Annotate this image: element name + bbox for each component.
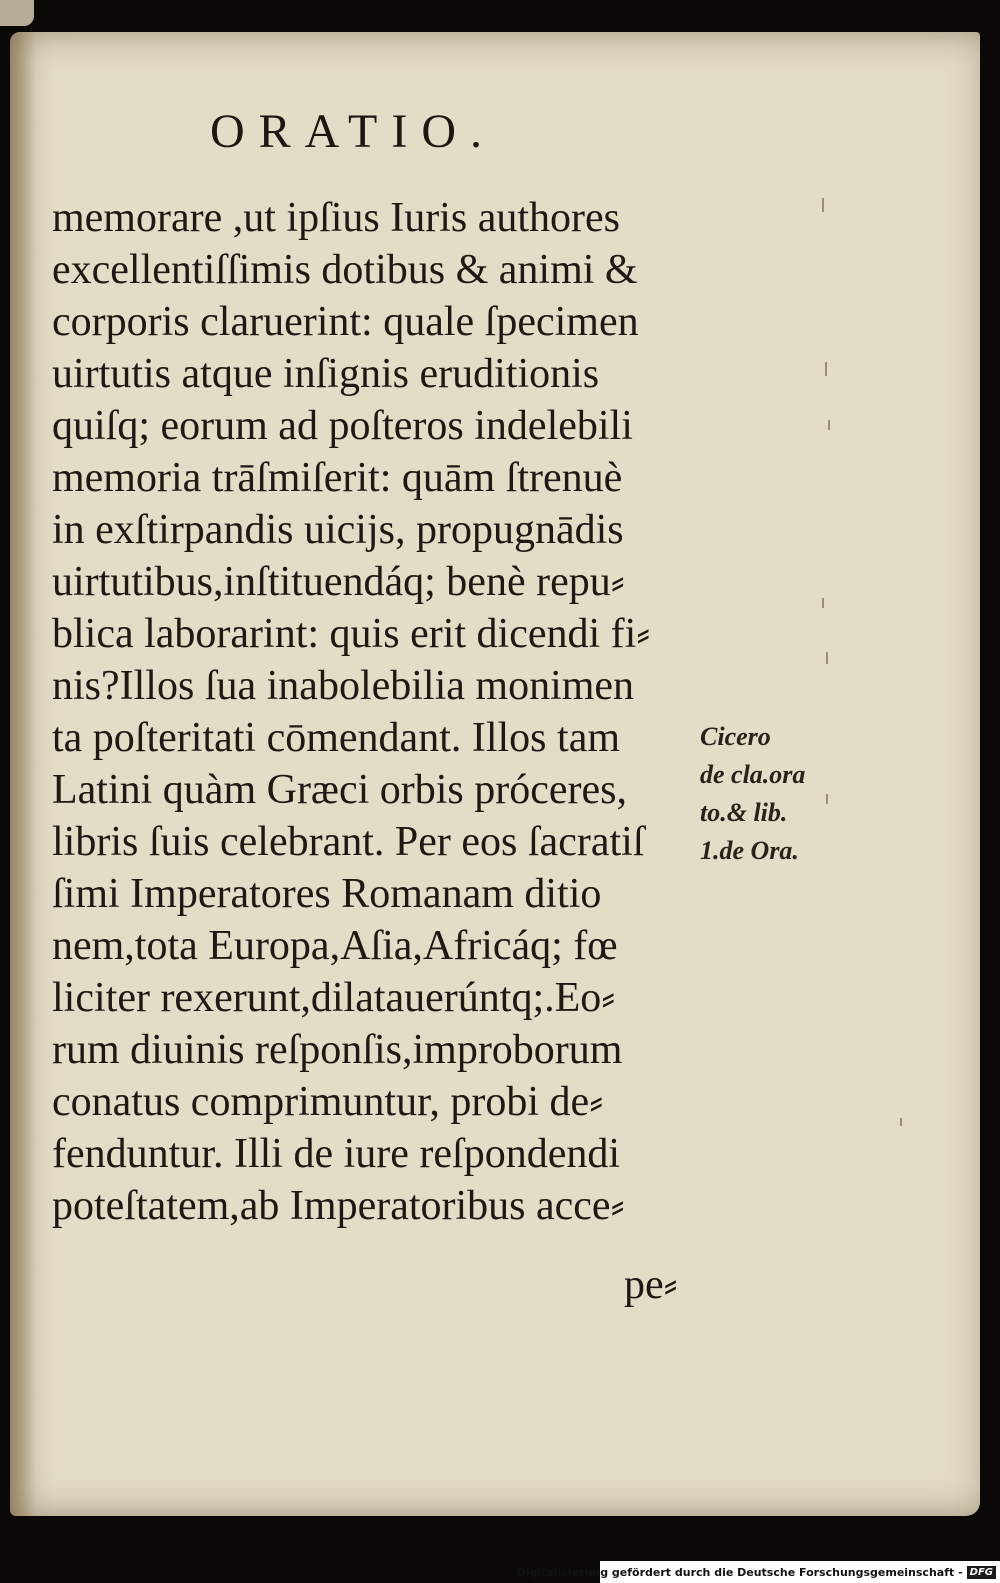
paper-speck	[826, 652, 828, 664]
text-line: blica laborarint: quis erit dicendi fi⸗	[52, 611, 651, 657]
text-line: excellentiſſimis dotibus & animi &	[52, 247, 638, 293]
footer-credit: Digitalisierung gefördert durch die Deutsche Forschungsgemeinschaft -	[516, 1565, 963, 1579]
text-line: nem,tota Europa,Aſia,Africáq; fœ	[52, 923, 618, 969]
text-line: memoria trāſmiſerit: quām ſtrenuè	[52, 455, 623, 501]
text-line: ta poſteritati cōmendant. Illos tam	[52, 715, 621, 761]
paper-speck	[825, 362, 827, 376]
text-line: libris ſuis celebrant. Per eos ſacratiſ	[52, 819, 645, 865]
text-line: Latini quàm Græci orbis próceres,	[52, 767, 627, 813]
text-line: ſimi Imperatores Romanam ditio	[52, 871, 602, 917]
paper-speck	[900, 1118, 902, 1126]
paper-speck	[822, 598, 824, 608]
text-line: fenduntur. Illi de iure reſpondendi	[52, 1131, 621, 1177]
text-line: nis?Illos ſua inabolebilia monimen	[52, 663, 635, 709]
text-line: rum diuinis reſponſis,improborum	[52, 1027, 623, 1073]
text-line: corporis claruerint: quale ſpecimen	[52, 299, 639, 345]
marginal-note-line: de cla.ora	[700, 760, 806, 789]
text-line: liciter rexerunt,dilatauerúntq;.Eo⸗	[52, 975, 616, 1021]
text-line: conatus comprimuntur, probi de⸗	[52, 1079, 604, 1125]
text-line: quiſq; eorum ad poſteros indelebili	[52, 403, 633, 449]
text-line: uirtutibus,inſtituendáq; benè repu⸗	[52, 559, 625, 605]
page-tab	[0, 0, 34, 26]
text-line: uirtutis atque inſignis eruditionis	[52, 351, 600, 397]
marginal-note	[700, 718, 805, 870]
text-line: memorare ,ut ipſius Iuris authores	[52, 195, 621, 241]
running-head: ORATIO.	[210, 105, 496, 158]
dfg-logo: DFG	[967, 1566, 996, 1579]
catchword: pe⸗	[624, 1262, 678, 1308]
body-text	[52, 192, 712, 1232]
paper-speck	[822, 198, 824, 212]
marginal-note-line: 1.de Ora.	[700, 836, 799, 865]
paper-speck	[826, 794, 828, 804]
text-line: poteſtatem,ab Imperatoribus acce⸗	[52, 1183, 625, 1229]
book-page	[10, 32, 980, 1516]
text-line: in exſtirpandis uicijs, propugnādis	[52, 507, 624, 553]
paper-speck	[828, 420, 830, 430]
marginal-note-line: to.& lib.	[700, 798, 788, 827]
footer-bar	[516, 1561, 1000, 1583]
marginal-note-line: Cicero	[700, 722, 771, 751]
